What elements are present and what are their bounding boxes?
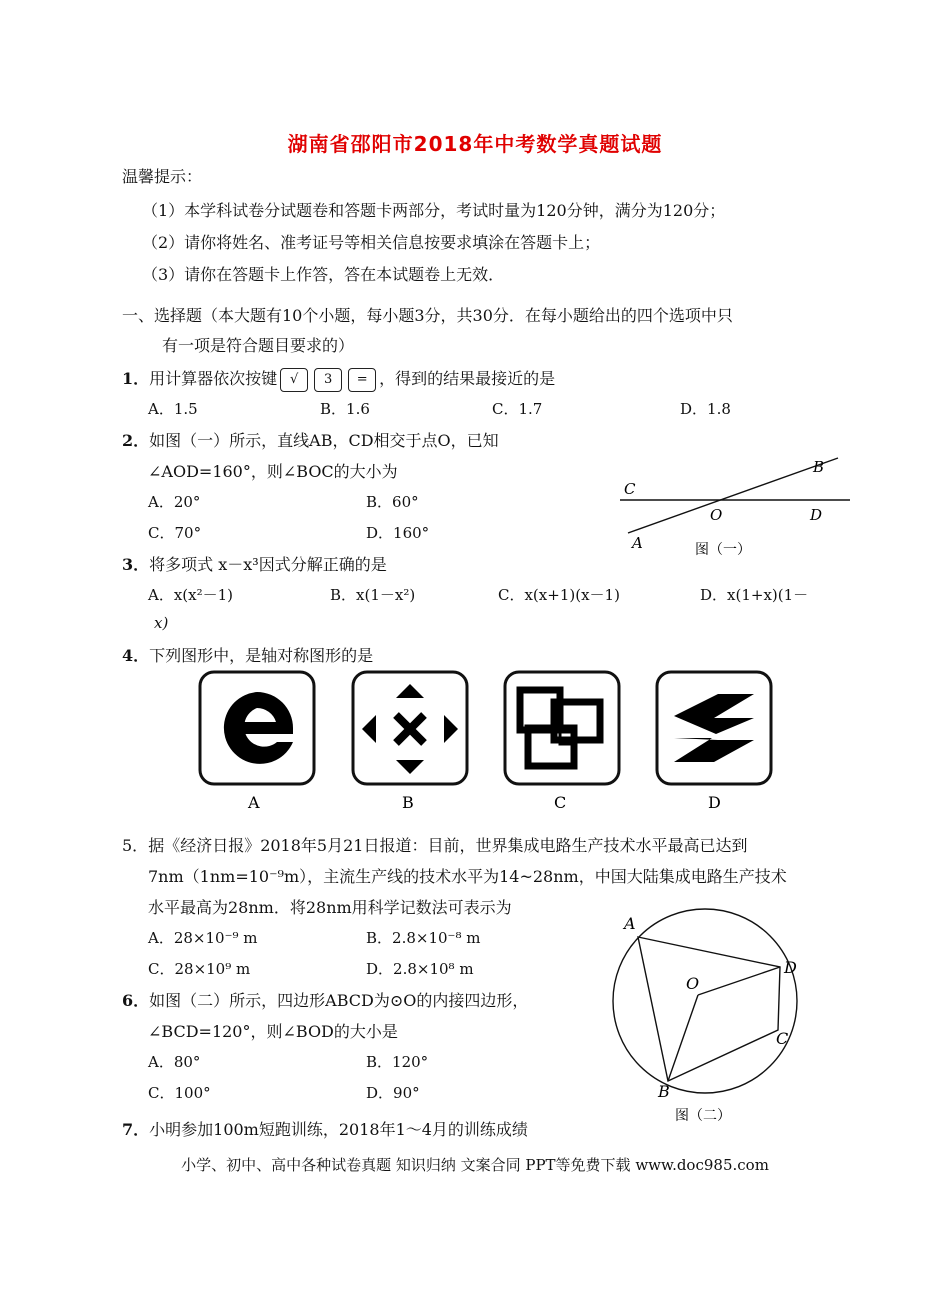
circle-o: [613, 909, 797, 1093]
segment-ob: [668, 995, 698, 1081]
label-a: A: [624, 914, 636, 933]
question-7: [122, 1117, 528, 1140]
option-d: D．1.8: [680, 400, 731, 418]
question-stem-cont: 7nm（1nm=10⁻⁹m），主流生产线的技术水平为14~28nm，中国大陆集成电路生产技术: [148, 867, 787, 886]
question-stem-cont: ∠BCD=120°，则∠BOD的大小是: [148, 1022, 398, 1041]
equals-key-icon: =: [348, 368, 376, 392]
sqrt-key-icon: √: [280, 368, 308, 392]
option-a: A．28×10⁻⁹ m: [148, 929, 258, 947]
figure-symbols: [198, 668, 778, 820]
option-d-cont: x): [154, 614, 169, 632]
page-title: 湖南省邵阳市2018年中考数学真题试题: [287, 132, 663, 156]
question-number: 7．: [122, 1120, 150, 1139]
question-stem: 小明参加100m短跑训练，2018年1～4月的训练成绩: [149, 1120, 528, 1139]
question-stem-cont: ∠AOD=160°，则∠BOC的大小为: [148, 462, 398, 481]
tips-heading: 温馨提示：: [122, 167, 203, 186]
tip-item: （1）本学科试卷分试题卷和答题卡两部分，考试时量为120分钟，满分为120分；: [142, 201, 726, 220]
label-d: D: [810, 506, 823, 524]
label-a: A: [248, 793, 260, 812]
option-a: A．20°: [148, 493, 201, 511]
tip-item: （3）请你在答题卡上作答，答在本试题卷上无效．: [142, 265, 505, 284]
option-c: C．70°: [148, 524, 202, 542]
question-4: [122, 643, 373, 666]
symbol-d-s-icon: [657, 672, 771, 784]
option-b: B．2.8×10⁻⁸ m: [366, 929, 481, 947]
question-1: [122, 366, 555, 392]
tip-item: （2）请你将姓名、准考证号等相关信息按要求填涂在答题卡上；: [142, 233, 601, 252]
option-b: B．120°: [366, 1053, 429, 1071]
option-d: D．2.8×10⁸ m: [366, 960, 474, 978]
question-stem: 将多项式 x－x³因式分解正确的是: [149, 555, 387, 574]
segment-od: [698, 967, 780, 995]
label-o: O: [710, 506, 723, 524]
option-c: C．28×10⁹ m: [148, 960, 251, 978]
option-c: C．100°: [148, 1084, 211, 1102]
option-b: B．1.6: [320, 400, 370, 418]
key-three: 3: [314, 368, 342, 392]
figure-caption: 图（二）: [675, 1108, 731, 1124]
label-a: A: [632, 534, 643, 552]
question-6: [122, 988, 528, 1011]
label-b: B: [402, 793, 414, 812]
option-a: A．1.5: [148, 400, 198, 418]
section-heading: 一、选择题（本大题有10个小题，每小题3分，共30分．在每小题给出的四个选项中只: [122, 306, 733, 325]
label-c: C: [624, 480, 636, 498]
option-b: B．60°: [366, 493, 419, 511]
question-number: 6．: [122, 991, 150, 1010]
question-2: [122, 428, 499, 451]
question-number: 1．: [122, 369, 150, 388]
question-3: [122, 552, 387, 575]
label-c: C: [776, 1029, 789, 1048]
question-number: 2．: [122, 431, 150, 450]
symbol-c-knot-icon: [505, 672, 619, 784]
question-stem: 如图（一）所示，直线AB，CD相交于点O，已知: [149, 431, 499, 450]
option-d: D．160°: [366, 524, 430, 542]
symbol-b-arrows-icon: [353, 672, 467, 784]
label-d: D: [708, 793, 721, 812]
option-b: B．x(1－x²): [330, 586, 416, 604]
page-footer: 小学、初中、高中各种试卷真题 知识归纳 文案合同 PPT等免费下载 www.doc985.com: [181, 1156, 769, 1174]
option-c: C．x(x+1)(x－1): [498, 586, 620, 604]
figure-2-inscribed-quadrilateral: [600, 905, 810, 1130]
option-d: D．90°: [366, 1084, 420, 1102]
symbol-a-e-icon: [200, 672, 314, 784]
question-number: 4．: [122, 646, 150, 665]
option-a: A．x(x²－1): [148, 586, 234, 604]
question-stem: 下列图形中，是轴对称图形的是: [149, 646, 374, 665]
label-o: O: [686, 974, 700, 993]
question-stem-end: ，得到的结果最接近的是: [379, 369, 556, 388]
label-b: B: [658, 1082, 670, 1101]
quadrilateral-abcd: [638, 937, 780, 1081]
option-c: C．1.7: [492, 400, 543, 418]
label-d: D: [784, 958, 797, 977]
question-stem: 如图（二）所示，四边形ABCD为⊙O的内接四边形，: [149, 991, 529, 1010]
question-stem: 据《经济日报》2018年5月21日报道：目前，世界集成电路生产技术水平最高已达到: [148, 836, 748, 855]
section-heading-cont: 有一项是符合题目要求的）: [162, 336, 355, 355]
question-stem: 用计算器依次按键: [149, 369, 278, 388]
line-ab: [628, 458, 838, 533]
figure-caption: 图（一）: [695, 542, 751, 558]
question-5: [122, 833, 747, 856]
question-number: 5．: [122, 836, 149, 855]
option-a: A．80°: [148, 1053, 201, 1071]
label-c: C: [554, 793, 567, 812]
question-stem-cont: 水平最高为28nm．将28nm用科学记数法可表示为: [148, 898, 512, 917]
label-b: B: [813, 458, 825, 476]
question-number: 3．: [122, 555, 150, 574]
figure-1-intersecting-lines: [610, 450, 860, 562]
option-d: D．x(1+x)(1－: [700, 586, 809, 604]
